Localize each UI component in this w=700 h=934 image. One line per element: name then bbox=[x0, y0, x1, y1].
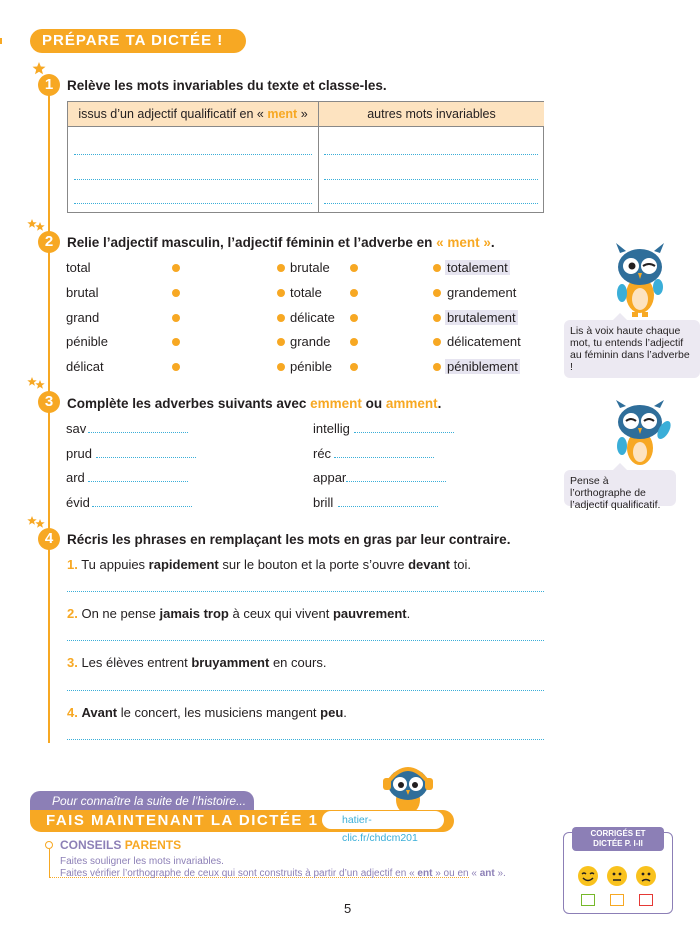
answer-line[interactable] bbox=[74, 203, 312, 204]
conseils-line: Faites souligner les mots invariables. bbox=[60, 856, 224, 867]
table-divider bbox=[318, 102, 319, 212]
conseils-line: Faites vérifier l’orthographe de ceux qui sont construits à partir d’un adjectif en « ent » ou en « ant ». bbox=[60, 868, 506, 879]
answer-line[interactable] bbox=[338, 506, 438, 507]
exercise-title: Complète les adverbes suivants avec emment ou amment. bbox=[67, 396, 442, 411]
page-number: 5 bbox=[344, 901, 352, 916]
smiley-happy-icon bbox=[577, 865, 599, 887]
link-dot[interactable] bbox=[172, 338, 180, 346]
corriges-heading: CORRIGÉS ET DICTÉE P. I-II bbox=[572, 827, 664, 851]
word-stem: réc bbox=[313, 446, 332, 461]
word-feminine: grande bbox=[290, 334, 331, 349]
answer-line[interactable] bbox=[324, 179, 538, 180]
exercise-number: 4 bbox=[38, 528, 60, 550]
link-dot[interactable] bbox=[172, 314, 180, 322]
link-dot[interactable] bbox=[433, 264, 441, 272]
exercise-title: Relie l’adjectif masculin, l’adjectif féminin et l’adverbe en « ment ». bbox=[67, 235, 495, 250]
link-dot[interactable] bbox=[350, 363, 358, 371]
word-feminine: totale bbox=[290, 285, 322, 300]
owl-mascot-icon bbox=[612, 243, 668, 319]
dictation-banner: FAIS MAINTENANT LA DICTÉE 1 bbox=[30, 810, 454, 832]
exercise-number: 1 bbox=[38, 74, 60, 96]
word-adverb: totalement bbox=[447, 260, 508, 275]
conseils-title: CONSEILS PARENTS bbox=[60, 838, 182, 852]
answer-line[interactable] bbox=[96, 457, 196, 458]
answer-line[interactable] bbox=[88, 481, 188, 482]
link-dot[interactable] bbox=[277, 338, 285, 346]
word-stem: prud bbox=[66, 446, 93, 461]
answer-line[interactable] bbox=[92, 506, 192, 507]
word-feminine: pénible bbox=[290, 359, 332, 374]
tip-bubble: Lis à voix haute chaque mot, tu entends l’adjectif au féminin dans l’adverbe ! bbox=[564, 320, 700, 378]
word-stem: ard bbox=[66, 470, 85, 485]
word-masculine: délicat bbox=[66, 359, 104, 374]
word-masculine: brutal bbox=[66, 285, 99, 300]
bubble-tail bbox=[612, 313, 628, 321]
smiley-neutral-icon bbox=[606, 865, 628, 887]
answer-line[interactable] bbox=[74, 154, 312, 155]
conseils-vline bbox=[49, 849, 50, 877]
answer-line[interactable] bbox=[67, 591, 544, 592]
link-dot[interactable] bbox=[433, 314, 441, 322]
link-dot[interactable] bbox=[277, 363, 285, 371]
bubble-tail bbox=[612, 463, 628, 471]
corriges-box bbox=[563, 829, 673, 914]
table-header-col1: issus d’un adjectif qualificatif en « ment » bbox=[68, 102, 318, 127]
tip-bubble: Pense à l’orthographe de l’adjectif qualificatif. bbox=[564, 470, 676, 506]
exercise-title: Récris les phrases en remplaçant les mots en gras par leur contraire. bbox=[67, 532, 511, 547]
word-stem: appar bbox=[313, 470, 347, 485]
link-dot[interactable] bbox=[433, 338, 441, 346]
word-stem: évid bbox=[66, 495, 90, 510]
link-dot[interactable] bbox=[433, 289, 441, 297]
conseils-dot bbox=[45, 841, 53, 849]
link-dot[interactable] bbox=[277, 264, 285, 272]
link-dot[interactable] bbox=[277, 314, 285, 322]
link-dot[interactable] bbox=[172, 264, 180, 272]
word-masculine: grand bbox=[66, 310, 100, 325]
answer-line[interactable] bbox=[67, 739, 544, 740]
word-adverb: péniblement bbox=[447, 359, 518, 374]
corner-mark bbox=[0, 38, 2, 44]
answer-line[interactable] bbox=[74, 179, 312, 180]
link-dot[interactable] bbox=[350, 314, 358, 322]
link-dot[interactable] bbox=[172, 363, 180, 371]
exercise-number: 2 bbox=[38, 231, 60, 253]
answer-line[interactable] bbox=[67, 640, 544, 641]
table-header-col2: autres mots invariables bbox=[319, 102, 544, 127]
exercise-number: 3 bbox=[38, 391, 60, 413]
smiley-sad-icon bbox=[635, 865, 657, 887]
word-stem: sav bbox=[66, 421, 87, 436]
owl-mascot-icon bbox=[612, 400, 676, 470]
word-masculine: total bbox=[66, 260, 91, 275]
sentence: 1. Tu appuies rapidement sur le bouton et la porte s’ouvre devant toi. bbox=[67, 557, 471, 572]
link-dot[interactable] bbox=[172, 289, 180, 297]
resource-link[interactable]: hatier-clic.fr/chdcm201 bbox=[322, 811, 444, 829]
sentence: 4. Avant le concert, les musiciens mangent peu. bbox=[67, 705, 347, 720]
word-stem: intellig bbox=[313, 421, 350, 436]
checkbox-good[interactable] bbox=[581, 894, 595, 906]
word-stem: brill bbox=[313, 495, 334, 510]
link-dot[interactable] bbox=[433, 363, 441, 371]
exercise-title: Relève les mots invariables du texte et classe-les. bbox=[67, 78, 387, 93]
word-adverb: grandement bbox=[447, 285, 517, 300]
link-dot[interactable] bbox=[350, 264, 358, 272]
word-feminine: délicate bbox=[290, 310, 335, 325]
classification-table bbox=[67, 101, 544, 213]
answer-line[interactable] bbox=[67, 690, 544, 691]
answer-line[interactable] bbox=[324, 203, 538, 204]
owl-headphones-icon bbox=[380, 760, 436, 816]
answer-line[interactable] bbox=[354, 432, 454, 433]
story-banner: Pour connaître la suite de l’histoire... bbox=[30, 791, 254, 811]
checkbox-medium[interactable] bbox=[610, 894, 624, 906]
sentence: 3. Les élèves entrent bruyamment en cours. bbox=[67, 655, 327, 670]
word-feminine: brutale bbox=[290, 260, 330, 275]
link-dot[interactable] bbox=[277, 289, 285, 297]
answer-line[interactable] bbox=[346, 481, 446, 482]
link-dot[interactable] bbox=[350, 289, 358, 297]
answer-line[interactable] bbox=[324, 154, 538, 155]
answer-line[interactable] bbox=[88, 432, 188, 433]
answer-line[interactable] bbox=[334, 457, 434, 458]
section-banner: PRÉPARE TA DICTÉE ! bbox=[30, 29, 246, 53]
link-dot[interactable] bbox=[350, 338, 358, 346]
word-adverb: délicatement bbox=[447, 334, 521, 349]
sentence: 2. On ne pense jamais trop à ceux qui vivent pauvrement. bbox=[67, 606, 411, 621]
checkbox-bad[interactable] bbox=[639, 894, 653, 906]
star-icon bbox=[27, 377, 47, 393]
word-adverb: brutalement bbox=[447, 310, 516, 325]
word-masculine: pénible bbox=[66, 334, 108, 349]
